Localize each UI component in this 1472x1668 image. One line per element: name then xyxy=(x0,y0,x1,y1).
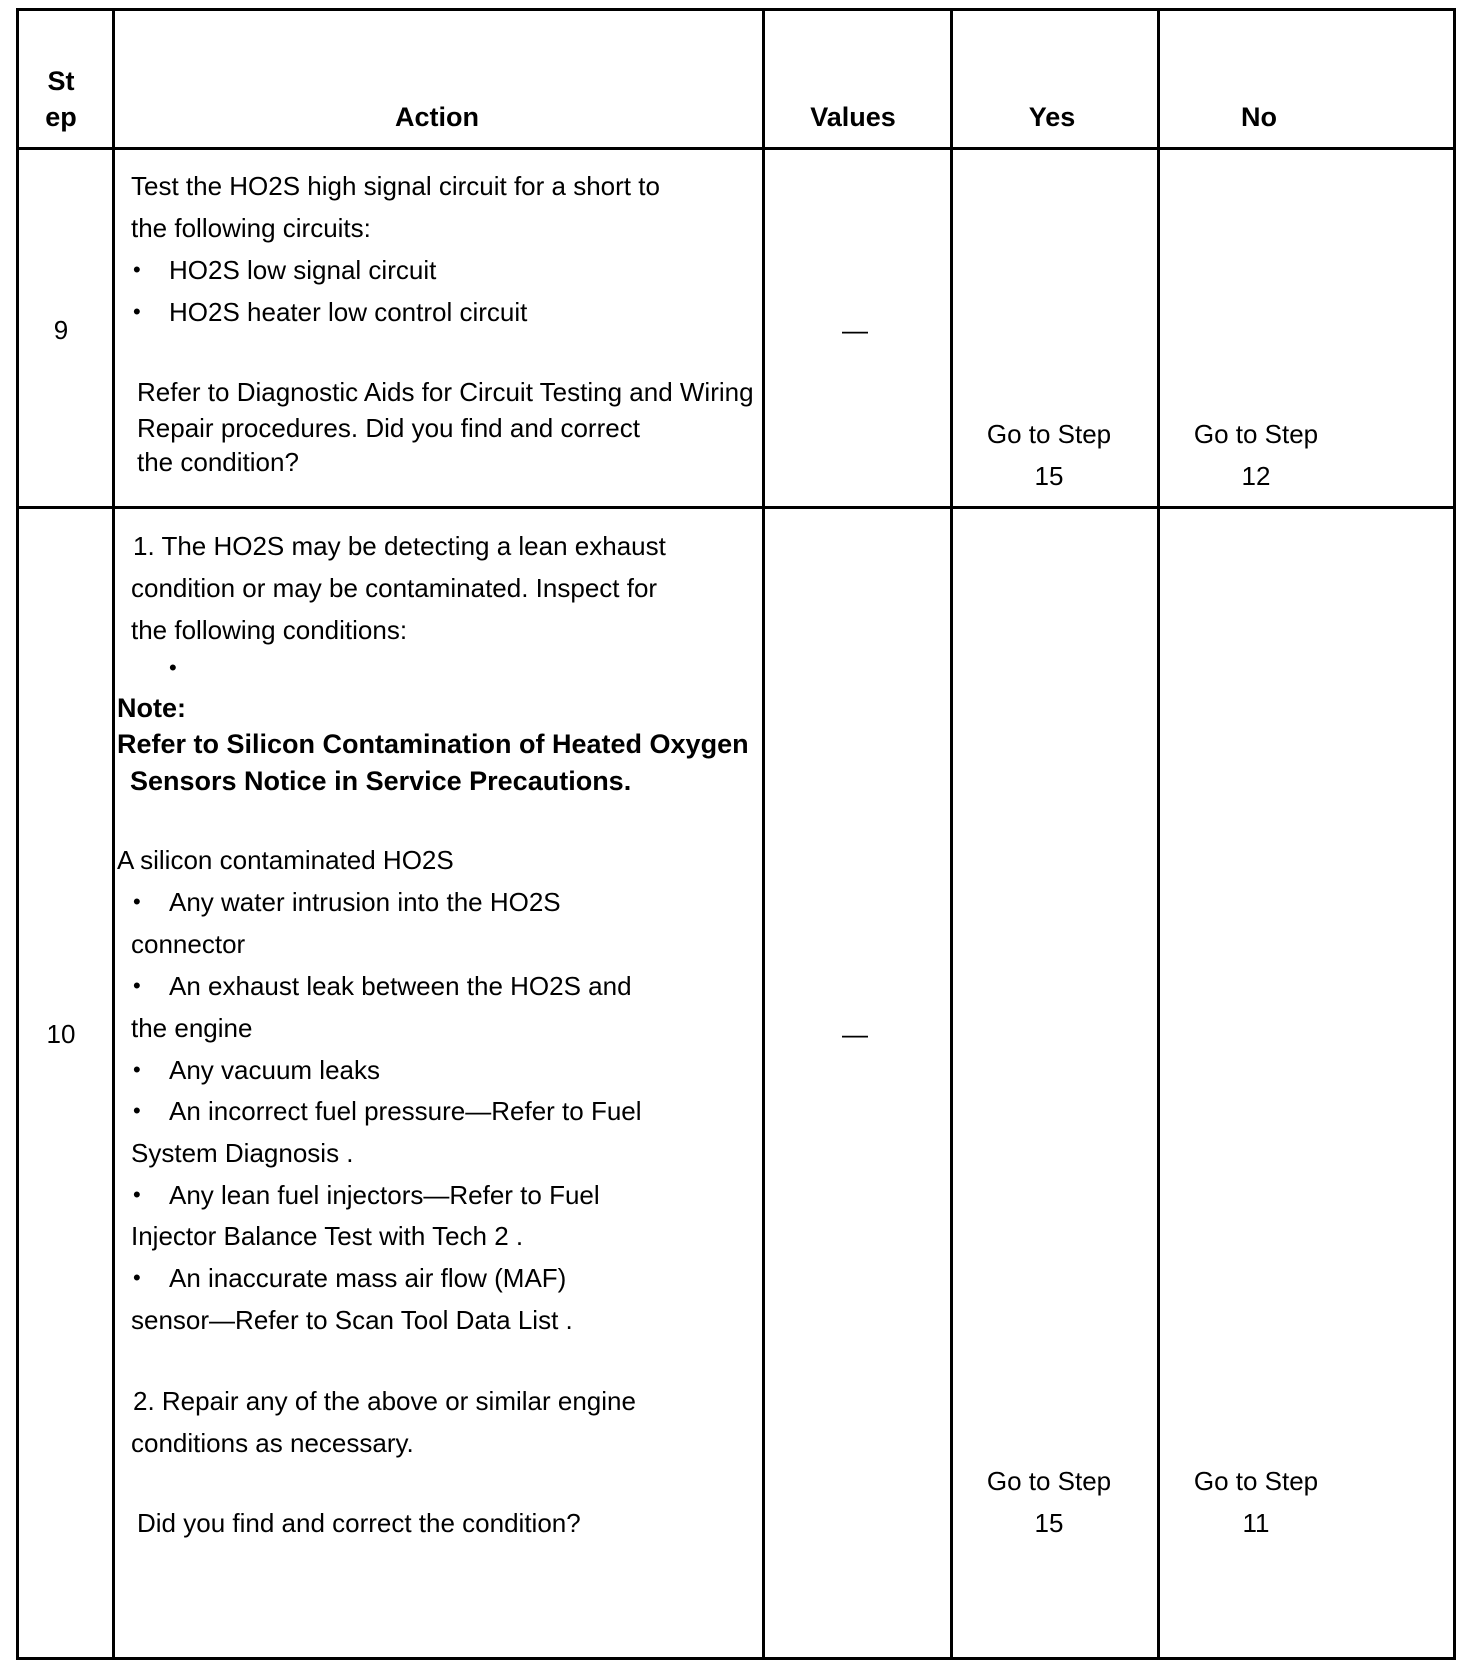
row10-no-line1: Go to Step xyxy=(1193,1466,1319,1496)
header-values: Values xyxy=(810,102,896,132)
row9-refer-line1: Refer to Diagnostic Aids for Circuit Testing and Wiring xyxy=(137,377,754,407)
bullet-icon: • xyxy=(133,299,141,324)
row9-refer-line3: the condition? xyxy=(137,447,299,477)
row10-note-line1: Refer to Silicon Contamination of Heated Oxygen xyxy=(117,729,749,759)
row10-cond6-line1: An inaccurate mass air flow (MAF) xyxy=(169,1263,567,1293)
header-action: Action xyxy=(395,102,479,132)
row10-item1-line3: the following conditions: xyxy=(131,615,408,645)
bullet-icon: • xyxy=(133,1098,141,1123)
row9-yes-line2: 15 xyxy=(1034,461,1064,491)
row10-cond2-line2: the engine xyxy=(131,1013,253,1043)
row10-yes-line2: 15 xyxy=(1034,1508,1064,1538)
bullet-icon: • xyxy=(133,973,141,998)
row-divider xyxy=(19,506,1453,509)
column-divider xyxy=(112,11,115,1657)
header-yes: Yes xyxy=(1028,102,1076,132)
bullet-icon: • xyxy=(133,257,141,282)
bullet-icon: • xyxy=(133,1057,141,1082)
diagnostic-table xyxy=(16,8,1456,1660)
row10-no-line2: 11 xyxy=(1242,1508,1270,1538)
bullet-icon: • xyxy=(169,655,177,680)
row9-no-line2: 12 xyxy=(1241,461,1271,491)
row10-cond4-line1: An incorrect fuel pressure—Refer to Fuel xyxy=(169,1096,642,1126)
row10-cond4-line2: System Diagnosis . xyxy=(131,1138,354,1168)
header-step-line1: St xyxy=(47,66,75,96)
row10-item2-line2: conditions as necessary. xyxy=(131,1428,414,1458)
column-divider xyxy=(950,11,953,1657)
row10-step: 10 xyxy=(46,1019,76,1049)
row10-cond2-line1: An exhaust leak between the HO2S and xyxy=(169,971,632,1001)
row9-yes-line1: Go to Step xyxy=(986,419,1112,449)
row9-no-line1: Go to Step xyxy=(1193,419,1319,449)
row10-item1-line2: condition or may be contaminated. Inspect for xyxy=(131,573,658,603)
row10-item1-line1: 1. The HO2S may be detecting a lean exhaust xyxy=(133,531,666,561)
column-divider xyxy=(762,11,765,1657)
row9-intro-line1: Test the HO2S high signal circuit for a short to xyxy=(131,171,660,201)
row9-refer-line2: Repair procedures. Did you find and correct xyxy=(137,413,640,443)
row9-intro-line2: the following circuits: xyxy=(131,213,371,243)
row9-step: 9 xyxy=(53,315,69,345)
row9-bullet-2: HO2S heater low control circuit xyxy=(169,297,528,327)
header-divider xyxy=(19,147,1453,150)
row10-cond5-line2: Injector Balance Test with Tech 2 . xyxy=(131,1221,524,1251)
row10-question: Did you find and correct the condition? xyxy=(137,1508,581,1538)
row10-cond3-line1: Any vacuum leaks xyxy=(169,1055,380,1085)
row9-values: — xyxy=(842,315,868,345)
row10-silicon-line: A silicon contaminated HO2S xyxy=(117,845,454,875)
header-no: No xyxy=(1241,102,1277,132)
row10-values: — xyxy=(842,1019,868,1049)
row10-note-line2: Sensors Notice in Service Precautions. xyxy=(130,766,632,796)
row10-note-label: Note: xyxy=(117,693,186,723)
row9-bullet-1: HO2S low signal circuit xyxy=(169,255,437,285)
column-divider xyxy=(1157,11,1160,1657)
bullet-icon: • xyxy=(133,1182,141,1207)
row10-yes-line1: Go to Step xyxy=(986,1466,1112,1496)
bullet-icon: • xyxy=(133,889,141,914)
row10-cond6-line2: sensor—Refer to Scan Tool Data List . xyxy=(131,1305,573,1335)
row10-cond1-line2: connector xyxy=(131,929,246,959)
row10-item2-line1: 2. Repair any of the above or similar engine xyxy=(133,1386,636,1416)
row10-cond5-line1: Any lean fuel injectors—Refer to Fuel xyxy=(169,1180,600,1210)
bullet-icon: • xyxy=(133,1265,141,1290)
header-step-line2: ep xyxy=(45,102,77,132)
row10-cond1-line1: Any water intrusion into the HO2S xyxy=(169,887,561,917)
